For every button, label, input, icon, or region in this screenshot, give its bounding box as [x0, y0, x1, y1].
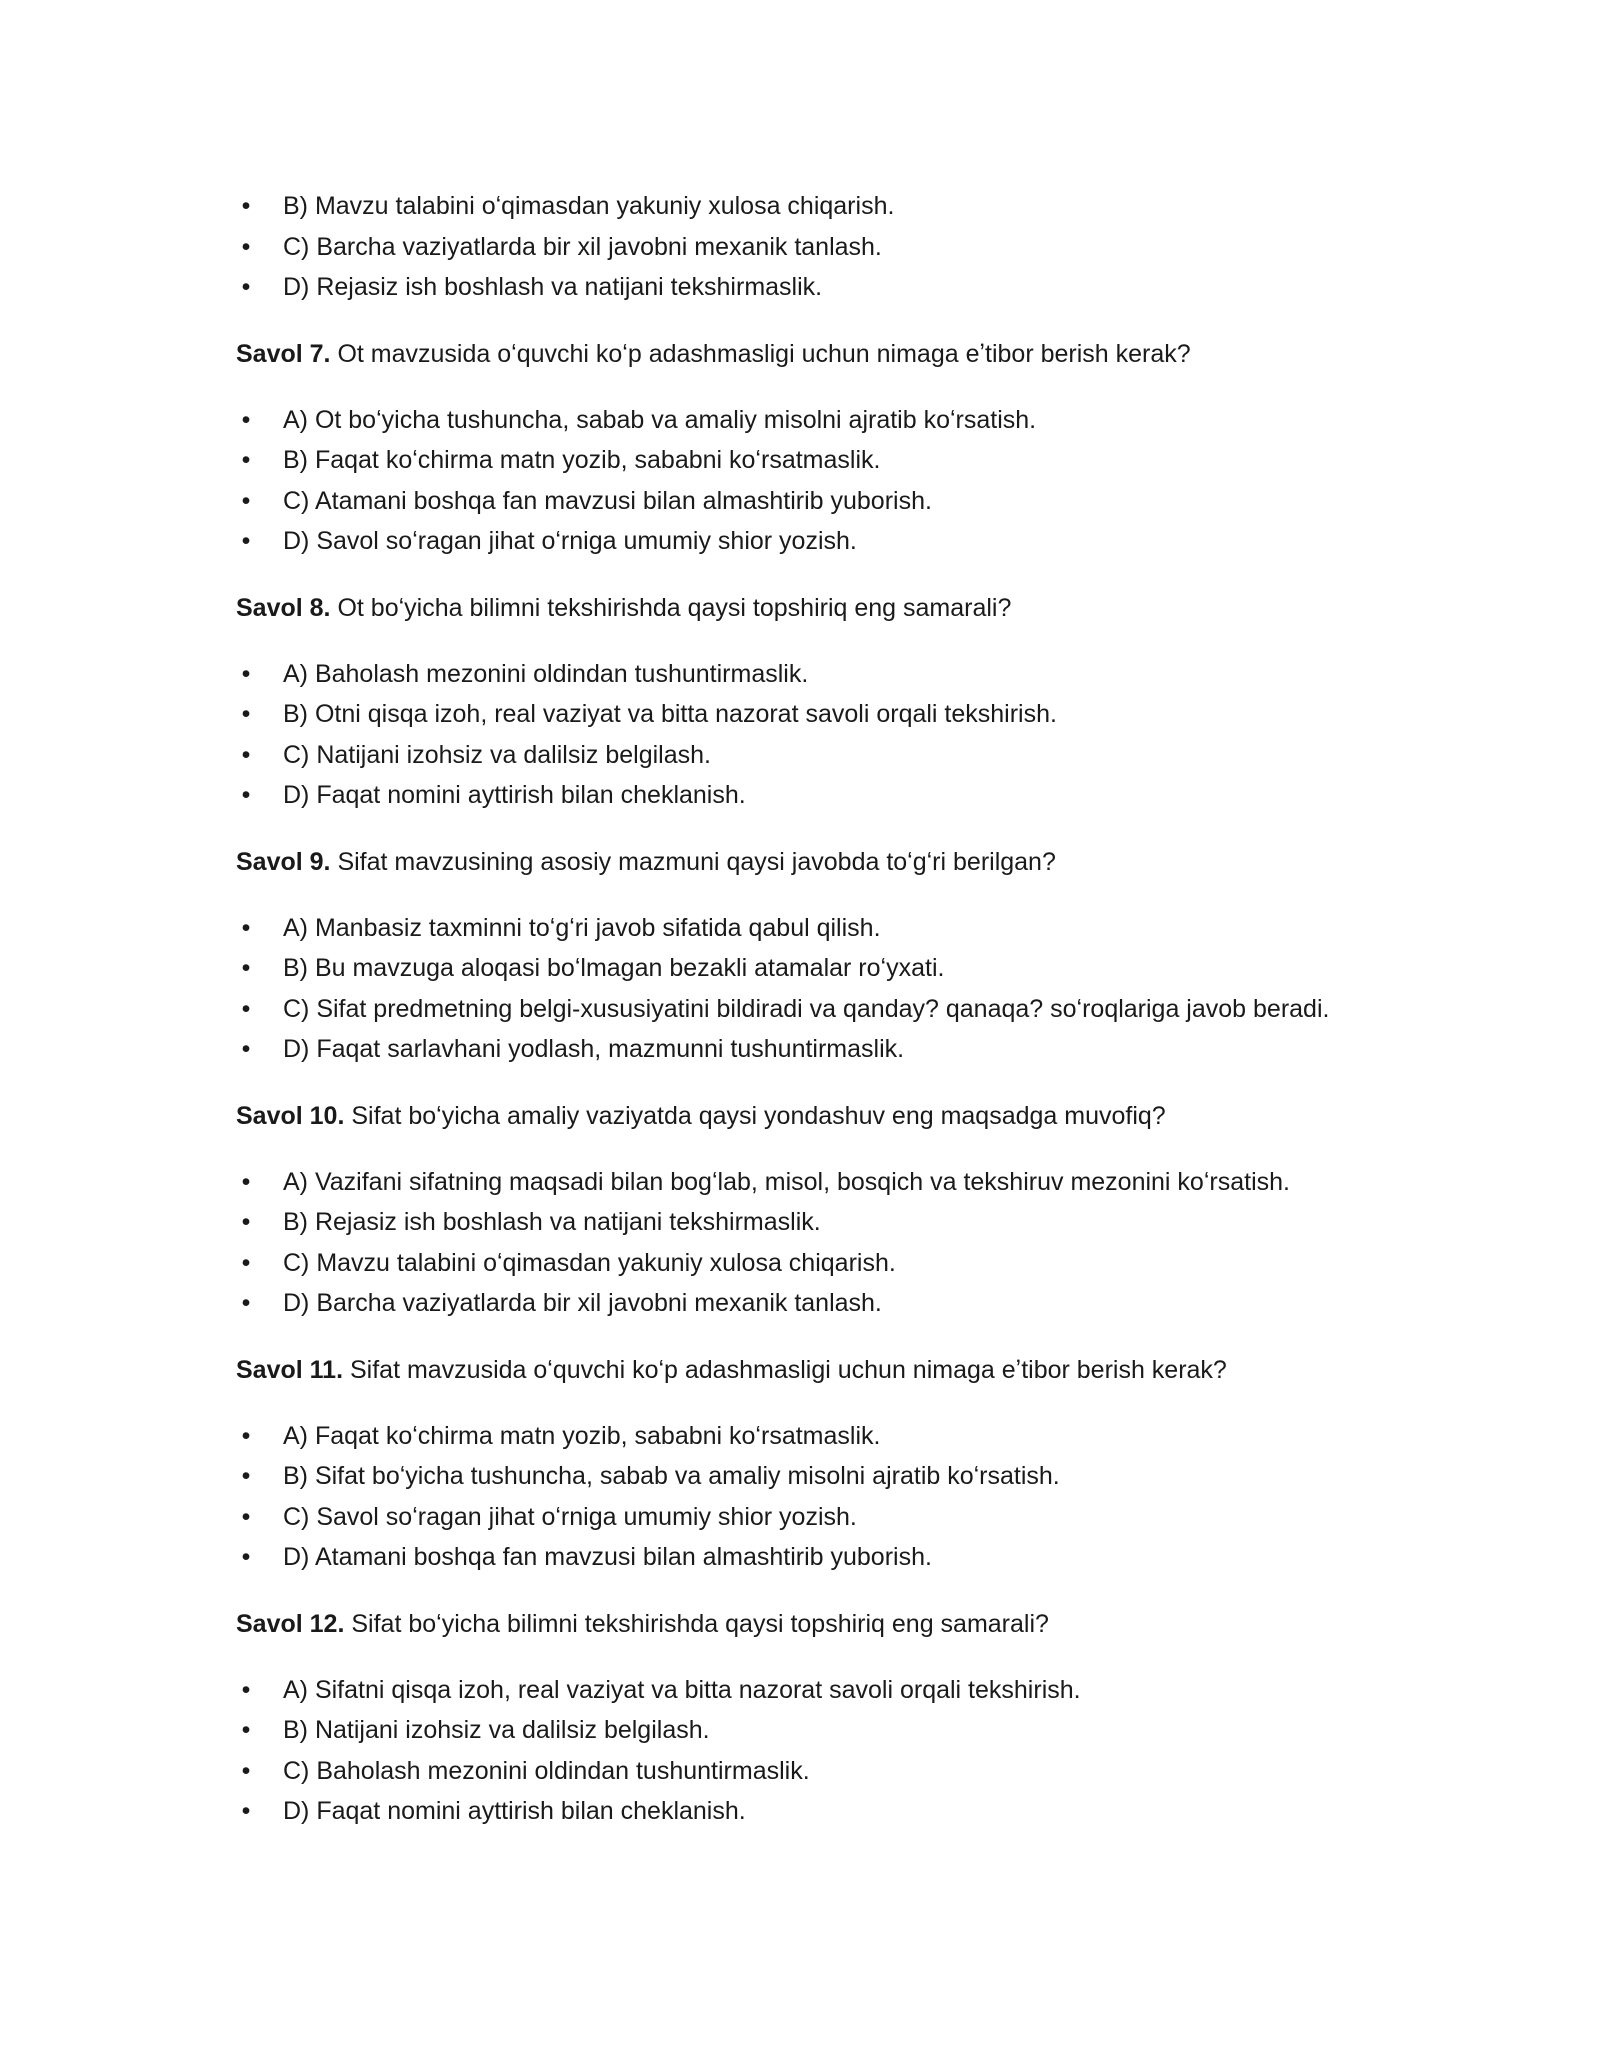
- question-text: Sifat boʻyicha amaliy vaziyatda qaysi yondashuv eng maqsadga muvofiq?: [351, 1101, 1166, 1130]
- option-text: C) Sifat predmetning belgi-xususiyatini bildiradi va qanday? qanaqa? soʻroqlariga javob beradi.: [283, 994, 1330, 1023]
- bullet-icon: •: [241, 994, 251, 1023]
- bullet-icon: •: [241, 1716, 251, 1744]
- option-item: [236, 1416, 1376, 1457]
- option-item: [236, 1456, 1376, 1497]
- bullet-icon: •: [241, 1797, 251, 1825]
- question-number: Savol 12.: [236, 1609, 345, 1638]
- option-item: [236, 440, 1376, 481]
- option-text: A) Faqat koʻchirma matn yozib, sababni koʻrsatmaslik.: [283, 1421, 881, 1450]
- option-text: C) Atamani boshqa fan mavzusi bilan almashtirib yuborish.: [283, 486, 932, 515]
- option-text: D) Faqat nomini ayttirish bilan cheklanish.: [283, 1797, 746, 1825]
- bullet-icon: •: [241, 446, 251, 474]
- option-text: B) Otni qisqa izoh, real vaziyat va bitta nazorat savoli orqali tekshirish.: [283, 700, 1057, 728]
- option-item: [236, 1243, 1376, 1284]
- question-number: Savol 11.: [236, 1355, 344, 1384]
- question-9-options: [236, 908, 1376, 1070]
- bullet-icon: •: [241, 659, 251, 688]
- bullet-icon: •: [241, 273, 251, 301]
- document-page: [236, 186, 1376, 1832]
- question-text: Sifat mavzusida oʻquvchi koʻp adashmasligi uchun nimaga eʼtibor berish kerak?: [349, 1355, 1227, 1384]
- bullet-icon: •: [241, 954, 251, 982]
- option-item: [236, 735, 1376, 776]
- option-text: D) Rejasiz ish boshlash va natijani tekshirmaslik.: [283, 273, 823, 301]
- question-7: [236, 334, 1376, 374]
- option-item: [236, 948, 1376, 989]
- question-9: [236, 842, 1376, 882]
- question-number: Savol 7.: [236, 339, 331, 368]
- option-text: C) Natijani izohsiz va dalilsiz belgilash.: [283, 740, 711, 769]
- bullet-icon: •: [241, 1543, 251, 1571]
- option-text: A) Manbasiz taxminni toʻgʻri javob sifatida qabul qilish.: [283, 913, 881, 942]
- option-item: [236, 400, 1376, 441]
- question-7-options: [236, 400, 1376, 562]
- option-item: [236, 694, 1376, 735]
- option-item: [236, 481, 1376, 522]
- question-text: Sifat boʻyicha bilimni tekshirishda qaysi topshiriq eng samarali?: [351, 1609, 1049, 1638]
- option-item: [236, 521, 1376, 562]
- option-item: [236, 1162, 1376, 1203]
- option-text: C) Savol soʻragan jihat oʻrniga umumiy shior yozish.: [283, 1502, 857, 1531]
- bullet-icon: •: [241, 913, 251, 942]
- option-item: [236, 654, 1376, 695]
- option-item: [236, 267, 1376, 308]
- bullet-icon: •: [241, 1756, 251, 1785]
- question-8-options: [236, 654, 1376, 816]
- option-text: A) Ot boʻyicha tushuncha, sabab va amaliy misolni ajratib koʻrsatish.: [283, 405, 1037, 434]
- option-text: D) Faqat sarlavhani yodlash, mazmunni tushuntirmaslik.: [283, 1035, 905, 1063]
- question-number: Savol 8.: [236, 593, 331, 622]
- bullet-icon: •: [241, 232, 251, 261]
- question-12-options: [236, 1670, 1376, 1832]
- option-item: [236, 1202, 1376, 1243]
- bullet-icon: •: [241, 1502, 251, 1531]
- question-8: [236, 588, 1376, 628]
- question-10-options: [236, 1162, 1376, 1324]
- option-text: A) Baholash mezonini oldindan tushuntirmaslik.: [283, 659, 809, 688]
- leading-options-list: [236, 186, 1376, 308]
- option-item: [236, 908, 1376, 949]
- option-text: C) Baholash mezonini oldindan tushuntirmaslik.: [283, 1756, 810, 1785]
- option-text: D) Barcha vaziyatlarda bir xil javobni mexanik tanlash.: [283, 1289, 882, 1317]
- bullet-icon: •: [241, 192, 251, 220]
- option-item: [236, 989, 1376, 1030]
- option-item: [236, 1029, 1376, 1070]
- bullet-icon: •: [241, 1248, 251, 1277]
- bullet-icon: •: [241, 486, 251, 515]
- option-text: B) Rejasiz ish boshlash va natijani tekshirmaslik.: [283, 1208, 821, 1236]
- option-item: [236, 1497, 1376, 1538]
- option-text: C) Mavzu talabini oʻqimasdan yakuniy xulosa chiqarish.: [283, 1248, 896, 1277]
- option-item: [236, 1537, 1376, 1578]
- question-text: Sifat mavzusining asosiy mazmuni qaysi javobda toʻgʻri berilgan?: [337, 847, 1056, 876]
- bullet-icon: •: [241, 1421, 251, 1450]
- option-text: A) Sifatni qisqa izoh, real vaziyat va bitta nazorat savoli orqali tekshirish.: [283, 1675, 1081, 1704]
- bullet-icon: •: [241, 1208, 251, 1236]
- option-text: B) Bu mavzuga aloqasi boʻlmagan bezakli atamalar roʻyxati.: [283, 954, 945, 982]
- bullet-icon: •: [241, 1289, 251, 1317]
- option-item: [236, 1670, 1376, 1711]
- option-text: A) Vazifani sifatning maqsadi bilan bogʻlab, misol, bosqich va tekshiruv mezonini koʻrsatish.: [283, 1167, 1290, 1196]
- option-text: B) Faqat koʻchirma matn yozib, sababni koʻrsatmaslik.: [283, 446, 881, 474]
- option-item: [236, 1751, 1376, 1792]
- question-11: [236, 1350, 1376, 1390]
- bullet-icon: •: [241, 1035, 251, 1063]
- option-item: [236, 1283, 1376, 1324]
- bullet-icon: •: [241, 405, 251, 434]
- question-11-options: [236, 1416, 1376, 1578]
- bullet-icon: •: [241, 1462, 251, 1490]
- bullet-icon: •: [241, 781, 251, 809]
- option-text: D) Savol soʻragan jihat oʻrniga umumiy shior yozish.: [283, 527, 857, 555]
- option-item: [236, 186, 1376, 227]
- option-item: [236, 775, 1376, 816]
- question-number: Savol 9.: [236, 847, 331, 876]
- question-text: Ot mavzusida oʻquvchi koʻp adashmasligi uchun nimaga eʼtibor berish kerak?: [337, 339, 1191, 368]
- option-item: [236, 1791, 1376, 1832]
- bullet-icon: •: [241, 527, 251, 555]
- question-number: Savol 10.: [236, 1101, 345, 1130]
- question-12: [236, 1604, 1376, 1644]
- bullet-icon: •: [241, 700, 251, 728]
- option-text: B) Sifat boʻyicha tushuncha, sabab va amaliy misolni ajratib koʻrsatish.: [283, 1462, 1060, 1490]
- option-text: D) Faqat nomini ayttirish bilan cheklanish.: [283, 781, 746, 809]
- option-item: [236, 1710, 1376, 1751]
- bullet-icon: •: [241, 1675, 251, 1704]
- option-item: [236, 227, 1376, 268]
- option-text: C) Barcha vaziyatlarda bir xil javobni mexanik tanlash.: [283, 232, 882, 261]
- question-text: Ot boʻyicha bilimni tekshirishda qaysi topshiriq eng samarali?: [337, 593, 1012, 622]
- bullet-icon: •: [241, 1167, 251, 1196]
- option-text: B) Mavzu talabini oʻqimasdan yakuniy xulosa chiqarish.: [283, 192, 895, 220]
- bullet-icon: •: [241, 740, 251, 769]
- option-text: B) Natijani izohsiz va dalilsiz belgilash.: [283, 1716, 710, 1744]
- question-10: [236, 1096, 1376, 1136]
- option-text: D) Atamani boshqa fan mavzusi bilan almashtirib yuborish.: [283, 1543, 932, 1571]
